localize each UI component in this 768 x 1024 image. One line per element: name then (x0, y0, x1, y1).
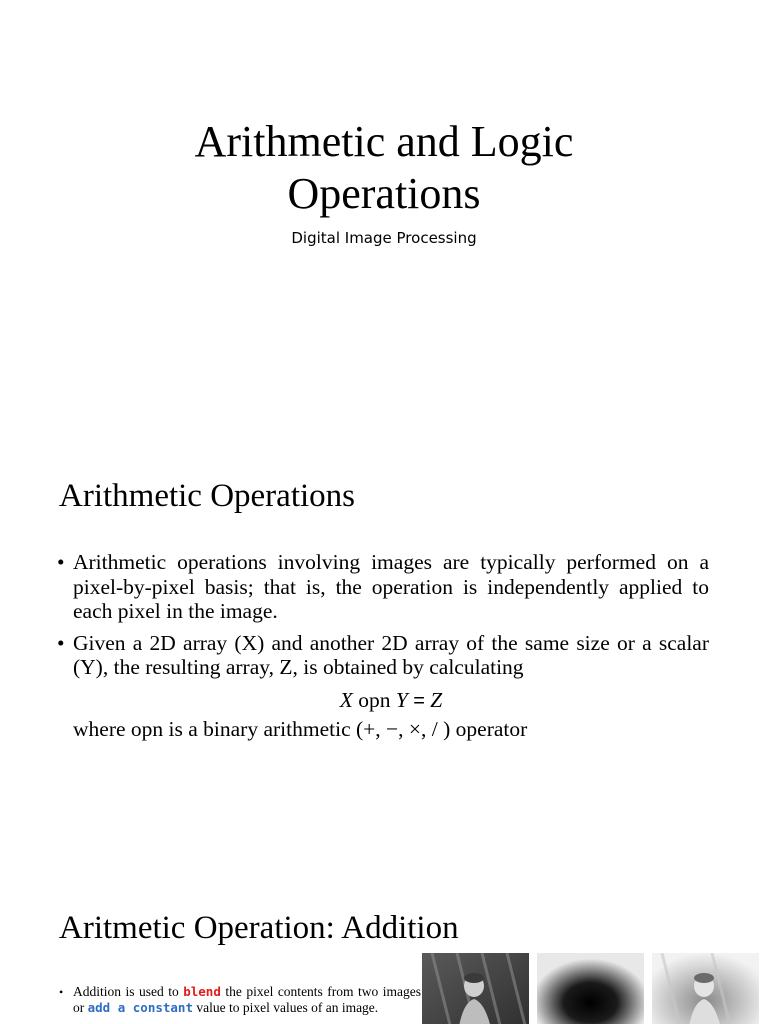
bullet-item (59, 984, 421, 1016)
bullet-text-part-2: the pixel contents from two images or (73, 984, 422, 1015)
bullet-list (57, 550, 709, 742)
highlight-blend: blend (183, 984, 221, 999)
bullet-item (57, 550, 709, 624)
child-photo-image (422, 953, 529, 1024)
bullet-text: Given a 2D array (X) and another 2D array of the same size or a scalar (Y), the resulting array, Z, is obtained by calculating (73, 630, 709, 679)
bullet-text: Arithmetic operations involving images are typically performed on a pixel-by-pixel basis; that is, the operation is independently applied to each pixel in the image. (73, 550, 709, 623)
bullet-dot-icon: • (57, 630, 65, 655)
slide-subtitle: Digital Image Processing (291, 229, 477, 247)
formula-line (57, 688, 709, 714)
bullet-text-part-3: value to pixel values of an image. (196, 1000, 379, 1015)
slide-heading: Aritmetic Operation: Addition (59, 910, 459, 946)
arithmetic-operations-slide (0, 448, 768, 880)
slide-title-line-1: Arithmetic and Logic (194, 117, 574, 166)
formula-x: X (339, 687, 353, 712)
dark-blur-square-image (537, 953, 644, 1024)
formula-note: where opn is a binary arithmetic (+, −, ×, / ) operator (73, 717, 528, 741)
formula-equals: = (413, 689, 425, 712)
slide-title (0, 116, 768, 220)
bullet-dot-icon: • (59, 985, 64, 999)
formula-y: Y (395, 687, 408, 712)
formula-z: Z (430, 687, 443, 712)
bullet-text-part-1: Addition is used to (73, 984, 179, 999)
highlight-add-constant: add a constant (87, 1000, 193, 1015)
blended-child-photo-image (652, 953, 759, 1024)
addition-slide (0, 896, 768, 1024)
bullet-item (57, 631, 709, 680)
formula-opn: opn (358, 687, 391, 712)
bullet-dot-icon: • (57, 550, 65, 574)
title-slide (0, 0, 768, 432)
slide-title-line-2: Operations (287, 169, 481, 218)
slide-heading: Arithmetic Operations (59, 478, 356, 514)
